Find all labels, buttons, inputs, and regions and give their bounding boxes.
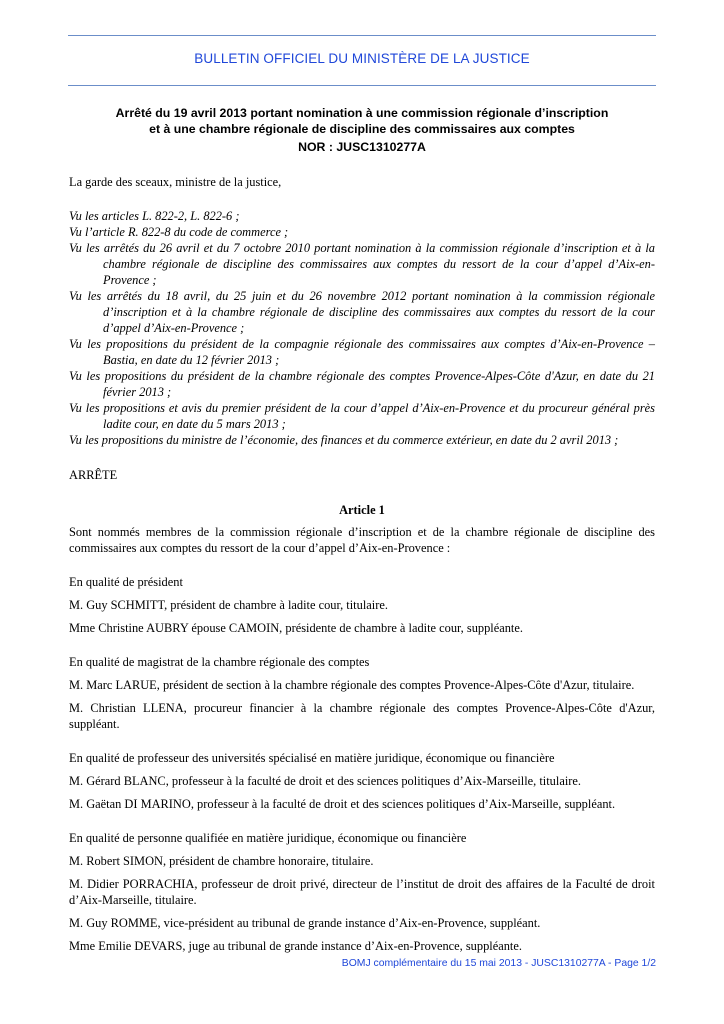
section-personne-qualifiee — [69, 830, 655, 954]
member-entry: M. Robert SIMON, président de chambre honoraire, titulaire. — [69, 854, 374, 868]
visa-item: Vu les arrêtés du 18 avril, du 25 juin et du 26 novembre 2012 portant nomination à la commission régionale d’inscription et à la chambre régionale de discipline des commissaires aux comptes du ressort de la cour d’appel d’Aix-en-Provence ; — [69, 289, 655, 335]
member-entry: M. Didier PORRACHIA, professeur de droit privé, directeur de l’institut de droit des affaires de la Faculté de droit d’Aix-Marseille, titulaire. — [69, 877, 655, 907]
section-heading: En qualité de personne qualifiée en matière juridique, économique ou financière — [69, 831, 467, 845]
section-heading: En qualité de magistrat de la chambre régionale des comptes — [69, 655, 370, 669]
visas-list — [69, 208, 655, 448]
member-entry: M. Gérard BLANC, professeur à la faculté de droit et des sciences politiques d’Aix-Marseille, titulaire. — [69, 774, 581, 788]
decree-title-line-1: Arrêté du 19 avril 2013 portant nomination à une commission régionale d’inscription — [115, 106, 609, 120]
member-entry: M. Guy ROMME, vice-président au tribunal de grande instance d’Aix-en-Provence, suppléant. — [69, 916, 541, 930]
article-intro: Sont nommés membres de la commission régionale d’inscription et de la chambre régionale de discipline des commissaires aux comptes du ressort de la cour d’appel d’Aix-en-Provence : — [69, 525, 655, 555]
section-heading: En qualité de professeur des universités spécialisé en matière juridique, économique ou financière — [69, 751, 555, 765]
visa-item: Vu les propositions du président de la compagnie régionale des commissaires aux comptes d’Aix-en-Provence – Bastia, en date du 12 février 2013 ; — [69, 337, 655, 367]
member-entry: M. Christian LLENA, procureur financier à la chambre régionale des comptes Provence-Alpes-Côte d'Azur, suppléant. — [69, 701, 655, 731]
arrete-heading: ARRÊTE — [69, 468, 118, 482]
section-magistrat — [69, 654, 655, 732]
header-rule-bottom — [68, 85, 656, 86]
visa-item: Vu les propositions du président de la chambre régionale des comptes Provence-Alpes-Côte d'Azur, en date du 21 février 2013 ; — [69, 369, 655, 399]
section-president — [69, 574, 655, 636]
section-professeur — [69, 750, 655, 812]
page-footer: BOMJ complémentaire du 15 mai 2013 - JUSC1310277A - Page 1/2 — [341, 958, 656, 969]
decree-title — [68, 105, 656, 155]
member-entry: M. Guy SCHMITT, président de chambre à ladite cour, titulaire. — [69, 598, 388, 612]
decree-title-line-2: et à une chambre régionale de discipline des commissaires aux comptes — [149, 122, 575, 136]
section-heading: En qualité de président — [69, 575, 183, 589]
visa-item: Vu les propositions et avis du premier président de la cour d’appel d’Aix-en-Provence et du procureur général près ladite cour, en date du 5 mars 2013 ; — [69, 401, 655, 431]
article-heading: Article 1 — [339, 503, 385, 517]
header-rule-top — [68, 35, 656, 36]
nor-reference: NOR : JUSC1310277A — [298, 140, 426, 154]
member-entry: M. Marc LARUE, président de section à la chambre régionale des comptes Provence-Alpes-Côte d'Azur, titulaire. — [69, 678, 635, 692]
document-body — [69, 174, 655, 954]
bulletin-title: BULLETIN OFFICIEL DU MINISTÈRE DE LA JUSTICE — [194, 51, 530, 66]
visa-item: Vu les articles L. 822-2, L. 822-6 ; — [69, 209, 240, 223]
member-entry: M. Gaëtan DI MARINO, professeur à la faculté de droit et des sciences politiques d’Aix-Marseille, suppléant. — [69, 797, 616, 811]
visa-item: Vu l’article R. 822-8 du code de commerce ; — [69, 225, 289, 239]
visa-item: Vu les arrêtés du 26 avril et du 7 octobre 2010 portant nomination à la commission régionale d’inscription et à la chambre régionale de discipline des commissaires aux comptes du ressort de la cour d’appel d’Aix-en-Provence ; — [69, 241, 655, 287]
member-entry: Mme Christine AUBRY épouse CAMOIN, présidente de chambre à ladite cour, suppléante. — [69, 621, 523, 635]
member-entry: Mme Emilie DEVARS, juge au tribunal de grande instance d’Aix-en-Provence, suppléante. — [69, 939, 522, 953]
intro-line: La garde des sceaux, ministre de la justice, — [69, 175, 282, 189]
visa-item: Vu les propositions du ministre de l’économie, des finances et du commerce extérieur, en date du 2 avril 2013 ; — [69, 433, 619, 447]
